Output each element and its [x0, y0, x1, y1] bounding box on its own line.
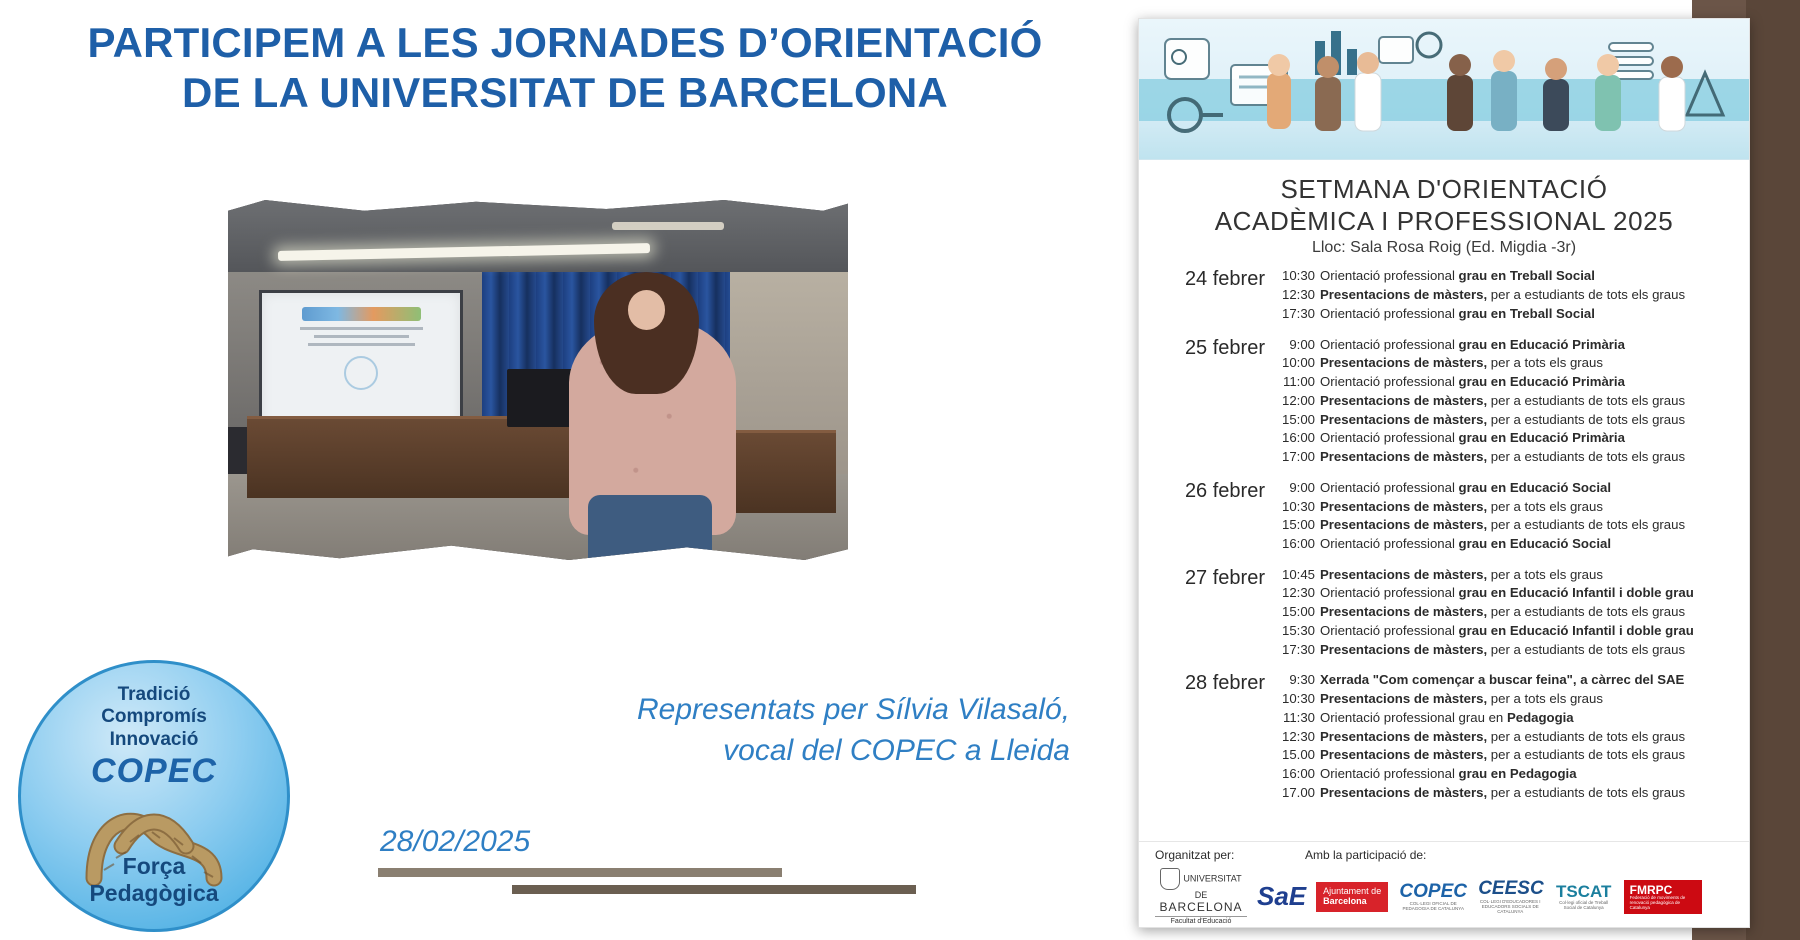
schedule-time: 15:30	[1281, 622, 1315, 638]
subtitle	[430, 690, 1070, 771]
schedule-text-emphasis: Presentacions de màsters,	[1320, 604, 1488, 620]
schedule-row	[1275, 603, 1735, 622]
schedule-text-plain: Orientació professional	[1320, 268, 1459, 284]
schedule-time: 12:30	[1281, 287, 1315, 303]
schedule-day-block	[1149, 267, 1735, 323]
schedule-day-block	[1149, 671, 1735, 802]
poster-banner-figures-icon	[1139, 19, 1749, 159]
schedule-time: 9:00	[1289, 336, 1315, 352]
schedule-text-emphasis: grau en Educació Social	[1458, 535, 1611, 551]
schedule-row	[1275, 286, 1735, 305]
schedule-time: 10:45	[1281, 566, 1315, 582]
schedule-text-trailing: per a estudiants de tots els graus	[1487, 604, 1686, 620]
photo-speaker-jeans	[588, 495, 712, 560]
schedule-text-trailing: per a tots els graus	[1487, 566, 1603, 582]
schedule-row	[1275, 516, 1735, 535]
copec-footer-caption: COL·LEGI OFICIAL DE PEDAGOGIA DE CATALUNYA	[1402, 901, 1464, 912]
schedule-text-emphasis: grau en Educació Primària	[1458, 430, 1625, 446]
schedule-time: 10:00	[1281, 355, 1315, 371]
schedule-time: 10:30	[1281, 268, 1315, 284]
photo-screen-line	[314, 335, 409, 338]
poster-footer-logos	[1155, 868, 1739, 926]
schedule-day-label: 24 febrer	[1184, 268, 1265, 291]
schedule-text-plain: Orientació professional	[1320, 585, 1459, 601]
poster-banner-illustration	[1139, 19, 1749, 160]
schedule-day-items	[1275, 566, 1735, 660]
copec-logo-motto-line-2: Pedagògica	[89, 880, 219, 907]
photo-screen-line	[300, 327, 423, 330]
schedule-text-emphasis: Xerrada "Com començar a buscar feina", a càrrec del SAE	[1320, 672, 1685, 688]
copec-footer-logo	[1398, 882, 1468, 913]
ajuntament-line-2: Barcelona	[1323, 895, 1367, 906]
schedule-row	[1275, 336, 1735, 355]
ajuntament-de-barcelona-logo	[1316, 882, 1388, 912]
decorative-rule-top	[378, 868, 782, 877]
tscat-logo	[1554, 883, 1614, 912]
schedule-time: 12:00	[1281, 392, 1315, 408]
schedule-text-trailing: per a tots els graus	[1487, 691, 1603, 707]
copec-logo-motto-line-1: Força	[122, 852, 186, 879]
copec-logo-tagline-line-2: Compromís	[101, 706, 207, 728]
schedule-text-plain: Orientació professional grau en	[1320, 709, 1507, 725]
schedule-row	[1275, 784, 1735, 803]
poster-footer	[1139, 841, 1749, 927]
schedule-row	[1275, 373, 1735, 392]
schedule-day-block	[1149, 336, 1735, 467]
schedule-row	[1275, 765, 1735, 784]
schedule-text-plain: Orientació professional	[1320, 766, 1459, 782]
fmrpc-caption: Federació de moviments de renovació pedagògica de Catalunya	[1629, 895, 1686, 910]
schedule-text-trailing: per a estudiants de tots els graus	[1487, 287, 1686, 303]
schedule-row	[1275, 584, 1735, 603]
schedule-day-items	[1275, 267, 1735, 323]
ceesc-wordmark: CEESC	[1478, 878, 1544, 900]
schedule-text-trailing: per a estudiants de tots els graus	[1487, 449, 1686, 465]
photo-speaker-face	[628, 290, 665, 330]
schedule-text-trailing: per a estudiants de tots els graus	[1487, 392, 1686, 408]
schedule-text-trailing: per a tots els graus	[1487, 498, 1603, 514]
schedule-day-block	[1149, 479, 1735, 554]
schedule-text-trailing: per a estudiants de tots els graus	[1487, 411, 1686, 427]
schedule-text-emphasis: grau en Treball Social	[1458, 268, 1595, 284]
poster-schedule	[1139, 267, 1749, 818]
schedule-text-plain: Orientació professional	[1320, 305, 1459, 321]
ceesc-caption: COL·LEGI D'EDUCADORES I EDUCADORS SOCIALS DE CATALUNYA	[1479, 898, 1541, 914]
schedule-time: 15:00	[1281, 411, 1315, 427]
schedule-time: 16:00	[1281, 535, 1315, 551]
poster-location: Lloc: Sala Rosa Roig (Ed. Migdia -3r)	[1311, 239, 1577, 257]
schedule-text-trailing: per a estudiants de tots els graus	[1487, 517, 1686, 533]
schedule-time: 16:00	[1281, 430, 1315, 446]
schedule-text-plain: Orientació professional	[1320, 622, 1459, 638]
poster-title	[1139, 160, 1749, 239]
schedule-text-trailing: per a estudiants de tots els graus	[1487, 728, 1686, 744]
schedule-day-label: 28 febrer	[1184, 672, 1265, 695]
schedule-day-items	[1275, 671, 1735, 802]
copec-logo-tagline-line-3: Innovació	[109, 728, 199, 750]
schedule-time: 11:00	[1282, 374, 1315, 390]
photo-ceiling-light-secondary	[612, 222, 724, 230]
schedule-time: 11:30	[1282, 709, 1315, 725]
photo-ceiling	[228, 200, 848, 272]
schedule-text-emphasis: Presentacions de màsters,	[1320, 728, 1488, 744]
poster-title-line-2: ACADÈMICA I PROFESSIONAL 2025	[1214, 205, 1674, 236]
schedule-text-emphasis: Presentacions de màsters,	[1320, 691, 1488, 707]
schedule-time: 17.00	[1281, 784, 1315, 800]
schedule-text-plain: Orientació professional	[1320, 336, 1459, 352]
schedule-time: 9:30	[1289, 672, 1315, 688]
decorative-rule-bottom	[512, 885, 916, 894]
schedule-text-emphasis: Presentacions de màsters,	[1320, 411, 1488, 427]
ub-crest-icon	[1160, 868, 1180, 890]
schedule-text-trailing: per a estudiants de tots els graus	[1487, 641, 1686, 657]
fmrpc-wordmark: FMRPC	[1629, 882, 1673, 897]
participation-label: Amb la participació de:	[1305, 848, 1427, 862]
schedule-text-emphasis: Presentacions de màsters,	[1320, 566, 1488, 582]
schedule-text-emphasis: grau en Pedagogia	[1458, 766, 1577, 782]
schedule-text-emphasis: Presentacions de màsters,	[1320, 498, 1488, 514]
schedule-text-emphasis: grau en Educació Infantil i doble grau	[1458, 622, 1694, 638]
copec-logo-tagline-line-1: Tradició	[117, 684, 191, 705]
schedule-text-emphasis: grau en Educació Social	[1458, 479, 1611, 495]
sae-logo: SaE	[1257, 881, 1307, 912]
schedule-text-emphasis: grau en Treball Social	[1458, 305, 1595, 321]
schedule-row	[1275, 267, 1735, 286]
photo-projection-screen	[259, 290, 463, 436]
schedule-row	[1275, 498, 1735, 517]
schedule-text-trailing: per a estudiants de tots els graus	[1487, 747, 1686, 763]
schedule-row	[1275, 354, 1735, 373]
poster-image	[1138, 18, 1750, 928]
schedule-time: 15:00	[1281, 604, 1315, 620]
schedule-row	[1275, 566, 1735, 585]
schedule-text-emphasis: Presentacions de màsters,	[1320, 784, 1488, 800]
schedule-text-emphasis: grau en Educació Primària	[1458, 336, 1625, 352]
schedule-text-emphasis: Pedagogia	[1506, 709, 1574, 725]
event-photo-frame	[228, 200, 848, 560]
fmrpc-logo	[1624, 880, 1702, 915]
schedule-text-trailing: per a tots els graus	[1487, 355, 1603, 371]
poster-footer-labels	[1155, 848, 1739, 864]
schedule-time: 16:00	[1281, 766, 1315, 782]
schedule-row	[1275, 671, 1735, 690]
schedule-row	[1275, 411, 1735, 430]
schedule-time: 12:30	[1281, 585, 1315, 601]
schedule-day-block	[1149, 566, 1735, 660]
page-title: PARTICIPEM A LES JORNADES D’ORIENTACIÓ DE LA UNIVERSITAT DE BARCELONA	[87, 19, 1043, 116]
decorative-right-band-inner	[1746, 0, 1800, 940]
schedule-text-emphasis: Presentacions de màsters,	[1320, 355, 1488, 371]
photo-screen-line	[308, 343, 415, 346]
ub-line-3: Facultat d'Educació	[1155, 916, 1247, 926]
schedule-row	[1275, 429, 1735, 448]
schedule-day-label: 26 febrer	[1184, 479, 1265, 502]
copec-footer-wordmark: COPEC	[1399, 880, 1467, 902]
schedule-time: 15:00	[1281, 517, 1315, 533]
schedule-day-label: 27 febrer	[1184, 566, 1265, 589]
schedule-time: 12:30	[1281, 728, 1315, 744]
schedule-row	[1275, 392, 1735, 411]
event-photo	[228, 200, 848, 560]
schedule-row	[1275, 622, 1735, 641]
schedule-row	[1275, 479, 1735, 498]
schedule-text-emphasis: Presentacions de màsters,	[1320, 392, 1488, 408]
schedule-row	[1275, 535, 1735, 554]
ub-line-2: BARCELONA	[1159, 900, 1243, 914]
schedule-time: 17:30	[1281, 641, 1315, 657]
schedule-time: 9:00	[1289, 479, 1315, 495]
schedule-text-emphasis: Presentacions de màsters,	[1320, 287, 1488, 303]
schedule-row	[1275, 709, 1735, 728]
schedule-text-emphasis: grau en Educació Infantil i doble grau	[1458, 585, 1694, 601]
schedule-text-emphasis: grau en Educació Primària	[1458, 374, 1625, 390]
schedule-text-trailing: per a estudiants de tots els graus	[1487, 784, 1686, 800]
tscat-wordmark: TSCAT	[1555, 881, 1612, 901]
schedule-text-emphasis: Presentacions de màsters,	[1320, 449, 1488, 465]
schedule-text-emphasis: Presentacions de màsters,	[1320, 641, 1488, 657]
schedule-time: 17:30	[1281, 305, 1315, 321]
ajuntament-line-1: Ajuntament de	[1323, 886, 1382, 897]
subtitle-line-1: Representats per Sílvia Vilasaló,	[636, 693, 1070, 726]
schedule-row	[1275, 448, 1735, 467]
schedule-text-emphasis: Presentacions de màsters,	[1320, 517, 1488, 533]
organized-by-label: Organitzat per:	[1155, 848, 1235, 862]
schedule-time: 10:30	[1281, 498, 1315, 514]
poster-title-line-1: SETMANA D'ORIENTACIÓ	[1280, 174, 1608, 204]
schedule-time: 15.00	[1281, 747, 1315, 763]
copec-logo-motto	[18, 853, 290, 908]
tscat-caption: Col·legi oficial de Treball Social de Catalunya	[1559, 900, 1609, 911]
ceesc-logo	[1478, 879, 1543, 915]
event-date: 28/02/2025	[380, 825, 531, 858]
photo-desk-left	[247, 416, 619, 498]
schedule-text-plain: Orientació professional	[1320, 479, 1459, 495]
schedule-text-plain: Orientació professional	[1320, 430, 1459, 446]
schedule-text-plain: Orientació professional	[1320, 374, 1459, 390]
copec-logo-wordmark: COPEC	[91, 752, 217, 790]
schedule-row	[1275, 641, 1735, 660]
schedule-day-items	[1275, 479, 1735, 554]
copec-logo-tagline	[18, 684, 290, 751]
ub-line-1: UNIVERSITAT DE	[1183, 873, 1242, 900]
schedule-text-emphasis: Presentacions de màsters,	[1320, 747, 1488, 763]
schedule-row	[1275, 728, 1735, 747]
photo-screen-circle	[344, 356, 378, 390]
schedule-day-label: 25 febrer	[1184, 336, 1265, 359]
schedule-day-items	[1275, 336, 1735, 467]
schedule-row	[1275, 305, 1735, 324]
schedule-row	[1275, 746, 1735, 765]
photo-screen-logo	[302, 307, 421, 321]
copec-logo	[18, 660, 290, 932]
schedule-text-plain: Orientació professional	[1320, 535, 1459, 551]
schedule-row	[1275, 690, 1735, 709]
schedule-time: 17:00	[1281, 449, 1315, 465]
universitat-de-barcelona-logo	[1155, 868, 1247, 926]
schedule-time: 10:30	[1281, 691, 1315, 707]
subtitle-line-2: vocal del COPEC a Lleida	[723, 733, 1070, 767]
